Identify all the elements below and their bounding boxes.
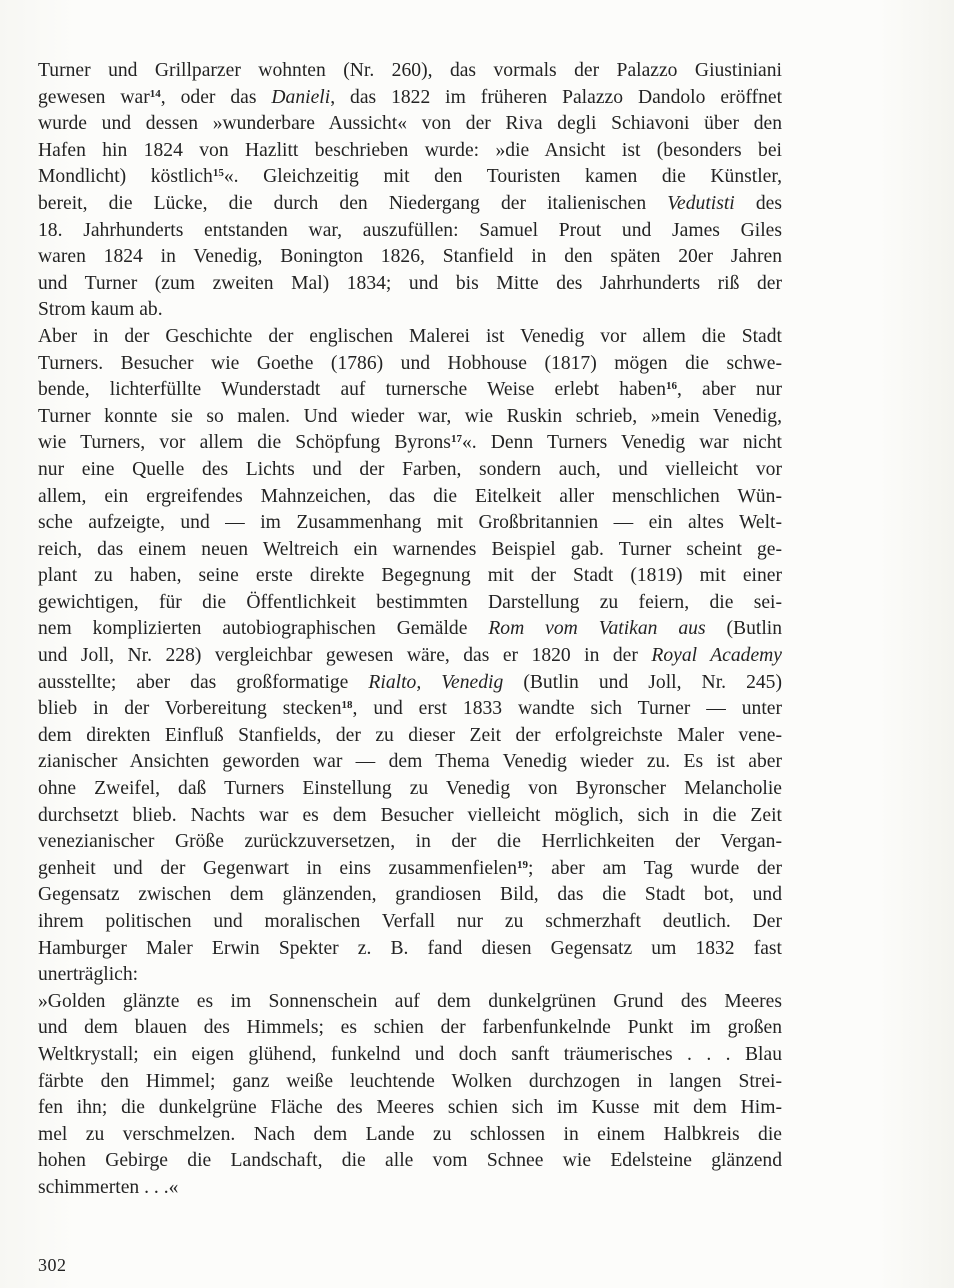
text-line: reich, das einem neuen Weltreich ein warnendes Beispiel gab. Turner scheint ge- <box>38 538 782 560</box>
footnote-marker: 19 <box>517 858 529 871</box>
text-line: Turners. Besucher wie Goethe (1786) und Hobhouse (1817) mögen die schwe- <box>38 352 782 374</box>
text-line: Mondlicht) köstlich$^{15}$«. Gleichzeitig mit den Touristen kamen die Künstler, <box>38 166 783 188</box>
text-line: Gegensatz zwischen dem glänzenden, grandiosen Bild, das die Stadt bot, und <box>38 884 782 906</box>
text-line: ausstellte; aber das großformatige Rialto, Venedig (Butlin und Joll, Nr. 245) <box>38 671 782 693</box>
text-line: schimmerten . . .« <box>38 1176 179 1198</box>
text-line: und dem blauen des Himmels; es schien der farbenfunkelnde Punkt im großen <box>38 1017 782 1039</box>
body-text <box>38 58 782 1202</box>
text-line: und Turner (zum zweiten Mal) 1834; und bis Mitte des Jahrhunderts riß der <box>38 272 782 294</box>
text-line: »Golden glänzte es im Sonnenschein auf dem dunkelgrünen Grund des Meeres <box>38 990 782 1012</box>
text-line: Aber in der Geschichte der englischen Malerei ist Venedig vor allem die Stadt <box>38 325 782 347</box>
text-line: Hamburger Maler Erwin Spekter z. B. fand diesen Gegensatz um 1832 fast <box>38 937 782 959</box>
text-line: bende, lichterfüllte Wunderstadt auf turnersche Weise erlebt haben$^{16}$, aber nur <box>38 379 782 401</box>
text-line: Weltkrystall; ein eigen glühend, funkelnd und doch sanft träumerisches . . . Blau <box>38 1043 782 1065</box>
text-line: durchsetzt blieb. Nachts war es dem Besucher vielleicht möglich, sich in die Zeit <box>38 804 782 826</box>
text-line: gewichtigen, für die Öffentlichkeit bestimmten Darstellung zu feiern, die sei- <box>38 591 782 613</box>
text-line: fen ihn; die dunkelgrüne Fläche des Meeres schien sich im Kusse mit dem Him- <box>38 1097 782 1119</box>
text-line: zianischer Ansichten geworden war — dem Thema Venedig wieder zu. Es ist aber <box>38 751 782 773</box>
text-line: Hafen hin 1824 von Hazlitt beschrieben wurde: »die Ansicht ist (besonders bei <box>38 139 782 161</box>
text-line: wie Turners, vor allem die Schöpfung Byrons$^{17}$«. Denn Turners Venedig war nicht <box>38 432 783 454</box>
text-line: bereit, die Lücke, die durch den Niedergang der italienischen Vedutisti des <box>38 192 782 214</box>
text-line: Strom kaum ab. <box>38 299 163 321</box>
text-line: Turner und Grillparzer wohnten (Nr. 260), das vormals der Palazzo Giustiniani <box>38 60 782 81</box>
text-line: und Joll, Nr. 228) vergleichbar gewesen wäre, das er 1820 in der Royal Academy <box>38 645 782 667</box>
text-line: ohne Zweifel, daß Turners Einstellung zu Venedig von Byronscher Melancholie <box>38 778 782 800</box>
italic-title: Royal Academy <box>651 645 782 667</box>
text-line: venezianischer Größe zurückzuversetzen, in der die Herrlichkeiten der Vergan- <box>38 831 782 853</box>
text-line: mel zu verschmelzen. Nach dem Lande zu schlossen in einem Halbkreis die <box>38 1123 782 1145</box>
text-line: nem komplizierten autobiographischen Gemälde Rom vom Vatikan aus (Butlin <box>38 618 783 640</box>
text-line: nur eine Quelle des Lichts und der Farben, sondern auch, und vielleicht vor <box>38 458 782 480</box>
footnote-marker: 15 <box>212 167 224 180</box>
footnote-marker: 16 <box>666 380 677 393</box>
text-line: plant zu haben, seine erste direkte Begegnung mit der Stadt (1819) mit einer <box>38 565 782 587</box>
text-line: färbte den Himmel; ganz weiße leuchtende Wolken durchzogen in langen Strei- <box>38 1070 782 1092</box>
footnote-marker: 18 <box>341 699 353 712</box>
footnote-marker: 17 <box>450 433 462 446</box>
italic-title: Danieli <box>271 86 331 108</box>
text-line: gewesen war$^{14}$, oder das Danieli, das 1822 im früheren Palazzo Dandolo eröffnet <box>38 86 783 108</box>
text-line: wurde und dessen »wunderbare Aussicht« von der Riva degli Schiavoni über den <box>38 113 782 135</box>
text-line: ihrem politischen und moralischen Verfall nur zu schmerzhaft deutlich. Der <box>38 911 782 932</box>
text-line: blieb in der Vorbereitung stecken$^{18}$, und erst 1833 wandte sich Turner — unter <box>38 698 783 720</box>
text-line: 18. Jahrhunderts entstanden war, auszufüllen: Samuel Prout und James Giles <box>38 219 782 241</box>
text-line: Turner konnte sie so malen. Und wieder war, wie Ruskin schrieb, »mein Venedig, <box>38 405 782 427</box>
page-number: 302 <box>38 1255 67 1275</box>
italic-title: Vedutisti <box>667 192 735 214</box>
text-line: sche aufzeigte, und — im Zusammenhang mit Großbritannien — ein altes Welt- <box>38 512 782 534</box>
text-line: dem direkten Einfluß Stanfields, der zu dieser Zeit der erfolgreichste Maler vene- <box>38 724 782 746</box>
footnote-marker: 14 <box>149 87 161 100</box>
text-line: hohen Gebirge die Landschaft, die alle vom Schnee wie Edelsteine glänzend <box>38 1150 782 1172</box>
text-line: waren 1824 in Venedig, Bonington 1826, Stanfield in den späten 20er Jahren <box>38 246 782 268</box>
text-line: genheit und der Gegenwart in eins zusammenfielen$^{19}$; aber am Tag wurde der <box>38 857 783 879</box>
text-line: allem, ein ergreifendes Mahnzeichen, das die Eitelkeit aller menschlichen Wün- <box>38 485 782 507</box>
italic-title: Rialto, Venedig <box>368 671 504 693</box>
text-line: unerträglich: <box>38 964 139 986</box>
italic-title: Rom vom Vatikan aus <box>488 618 706 640</box>
